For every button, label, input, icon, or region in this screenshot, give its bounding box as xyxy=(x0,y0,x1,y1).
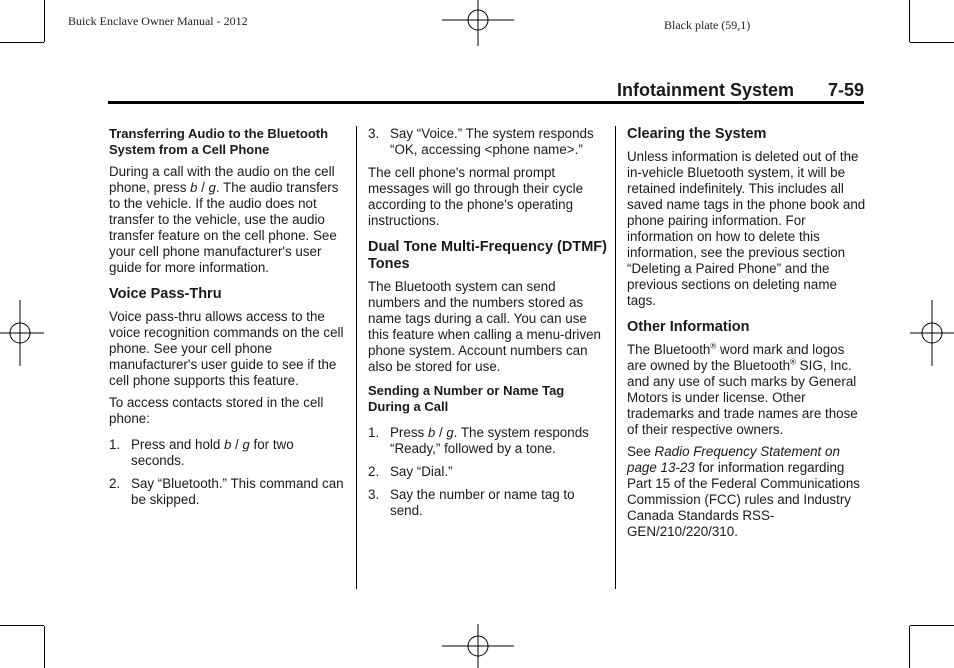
column-2 xyxy=(368,126,608,526)
crop-mark-top-right-h xyxy=(910,42,954,43)
text: for information regarding Part 15 of the Federal Communications Commission (FCC) rules and Industry Canada Standards RSS-GEN/210/220/310. xyxy=(627,460,860,539)
text: Say the number or name tag to send. xyxy=(390,487,575,518)
voice-recognition-icon: g xyxy=(446,425,454,440)
column-divider-1 xyxy=(356,126,357,589)
page-title-row xyxy=(108,80,864,102)
text: SIG, Inc. and any use of such marks by General Motors is under license. Other trademarks and trade names are those of their respective owners. xyxy=(627,358,858,437)
column-divider-2 xyxy=(615,126,616,589)
registration-mark-top-icon xyxy=(442,0,514,48)
text: Say “Voice.” The system responds “OK, accessing <phone name>.” xyxy=(390,126,594,157)
subheading-sending-number: Sending a Number or Name Tag During a Call xyxy=(368,383,565,414)
text: During a call with the audio on the cell phone, press xyxy=(109,164,335,195)
paragraph-prompt-messages: The cell phone's normal prompt messages will go through their cycle according to the phone's operating instructions. xyxy=(368,165,584,228)
list-item xyxy=(368,126,608,158)
list-item xyxy=(109,476,349,508)
text: . The audio transfers to the vehicle. If the audio does not transfer to the vehicle, use the audio transfer feature on the cell phone. See your cell phone manufacturer's user guide for more information. xyxy=(109,180,339,275)
text: word mark and logos are owned by the Bluetooth xyxy=(627,342,845,373)
crop-mark-top-left-h xyxy=(0,42,44,43)
page-number: 7-59 xyxy=(827,80,864,100)
plate-label: Black plate (59,1) xyxy=(664,18,751,32)
list-number: 1. xyxy=(368,425,380,440)
icon-separator: / xyxy=(235,437,239,452)
column-3 xyxy=(627,126,867,546)
manual-title: Buick Enclave Owner Manual - 2012 xyxy=(68,14,248,28)
list-number: 3. xyxy=(368,126,380,141)
heading-dtmf: Dual Tone Multi-Frequency (DTMF) Tones xyxy=(368,239,607,272)
text: Press xyxy=(390,425,425,440)
text: The Bluetooth xyxy=(627,342,711,357)
paragraph-clearing-system: Unless information is deleted out of the in-vehicle Bluetooth system, it will be retained indefinitely. This includes all saved name tags in the phone book and phone pairing information. For information on how to delete this information, see the previous section “Deleting a Paired Phone” and the previous sections on deleting name tags. xyxy=(627,149,866,308)
phone-icon: b xyxy=(427,425,436,440)
list-number: 2. xyxy=(368,464,380,479)
column-1 xyxy=(109,126,349,515)
text: Say “Dial.” xyxy=(390,464,453,479)
registered-mark: ® xyxy=(790,357,796,367)
heading-voice-pass-thru: Voice Pass-Thru xyxy=(109,286,222,302)
text: for two seconds. xyxy=(131,437,294,468)
text: See xyxy=(627,444,655,459)
list-item xyxy=(109,437,349,469)
phone-icon: b xyxy=(190,180,198,195)
icon-separator: / xyxy=(438,425,443,440)
crop-mark-top-left-v xyxy=(44,0,45,42)
registration-mark-right-icon xyxy=(910,300,954,366)
voice-recognition-icon: g xyxy=(242,437,250,452)
text: . The system responds “Ready,” followed by a tone. xyxy=(390,425,589,456)
icon-separator: / xyxy=(201,180,205,195)
paragraph-fcc xyxy=(627,444,867,540)
phone-icon: b xyxy=(224,437,232,452)
paragraph-voice-pass-thru: Voice pass-thru allows access to the voice recognition commands on the cell phone. See your cell phone manufacturer's user guide to see if the cell phone supports this feature. xyxy=(109,309,344,388)
crop-mark-bottom-left-h xyxy=(0,625,44,626)
paragraph-transfer-audio xyxy=(109,164,349,276)
heading-other-information: Other Information xyxy=(627,319,750,335)
paragraph-trademarks xyxy=(627,342,867,438)
cross-reference-link[interactable]: Radio Frequency Statement on page 13‑23 xyxy=(627,444,840,475)
crop-mark-top-right-v xyxy=(909,0,910,42)
registration-mark-bottom-icon xyxy=(442,622,514,668)
list-number: 2. xyxy=(109,476,121,491)
subheading-transferring-audio: Transferring Audio to the Bluetooth System from a Cell Phone xyxy=(109,126,329,157)
crop-mark-bottom-right-v xyxy=(909,626,910,668)
voice-recognition-icon: g xyxy=(208,180,216,195)
paragraph-access-contacts: To access contacts stored in the cell phone: xyxy=(109,395,324,426)
crop-mark-bottom-right-h xyxy=(910,625,954,626)
list-item xyxy=(368,464,608,480)
paragraph-dtmf: The Bluetooth system can send numbers and the numbers stored as name tags during a call. You can use this feature when calling a menu-driven phone system. Account numbers can also be stored for use. xyxy=(368,279,601,374)
heading-clearing-system: Clearing the System xyxy=(627,126,767,142)
section-title: Infotainment System xyxy=(616,80,794,100)
text: Say “Bluetooth.” This command can be skipped. xyxy=(131,476,344,507)
registration-mark-left-icon xyxy=(0,300,44,366)
registered-mark: ® xyxy=(710,341,717,351)
list-item xyxy=(368,425,608,457)
title-rule xyxy=(108,101,864,104)
list-number: 3. xyxy=(368,487,380,502)
list-number: 1. xyxy=(109,437,121,452)
text: Press and hold xyxy=(131,437,221,452)
list-item xyxy=(368,487,608,519)
crop-mark-bottom-left-v xyxy=(44,626,45,668)
